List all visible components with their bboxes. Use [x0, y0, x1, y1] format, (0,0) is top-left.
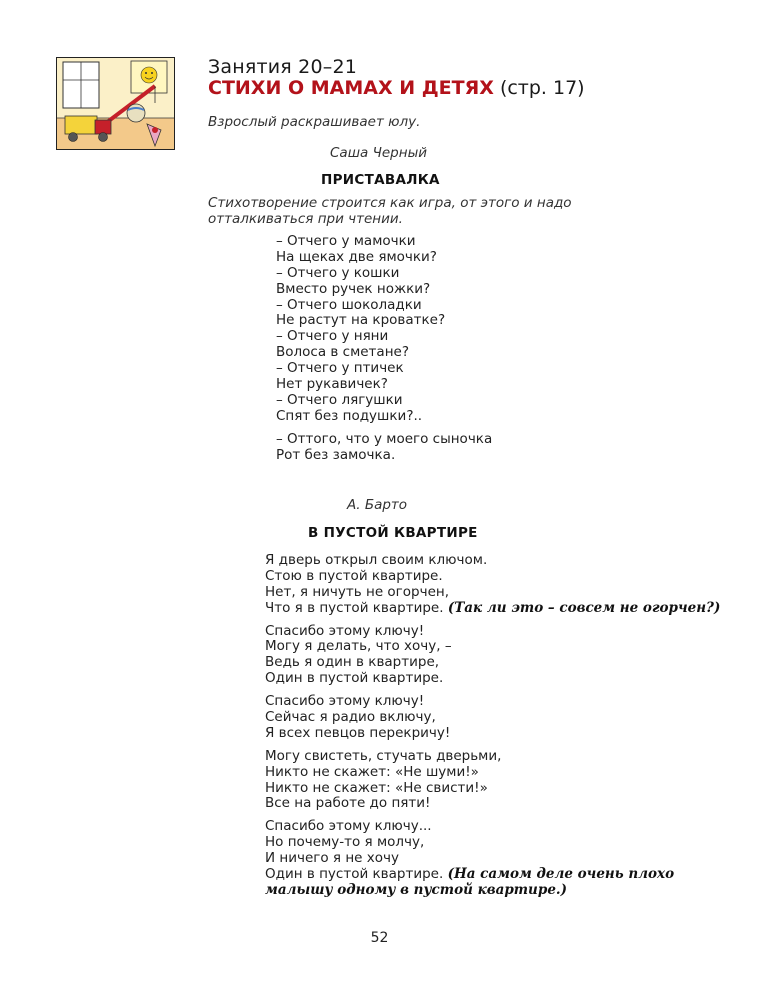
- poem-line: Могу свистеть, стучать дверьми,: [265, 747, 502, 764]
- poem-line: И ничего я не хочу: [265, 850, 399, 867]
- poem-line: Но почему-то я молчу,: [265, 834, 425, 851]
- lesson-theme: СТИХИ О МАМАХ И ДЕТЯХ: [208, 77, 494, 99]
- teacher-remark-continued: малышу одному в пустой квартире.): [265, 881, 567, 898]
- poem-line-text: Один в пустой квартире.: [265, 866, 444, 883]
- poem-line: Я всех певцов перекричу!: [265, 724, 451, 741]
- page-number: 52: [370, 930, 389, 946]
- poem1-author: Саша Черный: [330, 145, 428, 161]
- poem1-title: ПРИСТАВАЛКА: [321, 172, 440, 188]
- poem1-stanza1: [276, 234, 492, 463]
- poem-line: Вместо ручек ножки?: [276, 280, 431, 297]
- poem-line: Спасибо этому ключу!: [265, 693, 425, 710]
- poem-line: – Отчего лягушки: [276, 391, 403, 408]
- teacher-remark: (На самом деле очень плохо: [447, 866, 675, 883]
- poem-line: Никто не скажет: «Не шуми!»: [265, 763, 479, 780]
- poem-line: Рот без замочка.: [276, 446, 396, 463]
- poem-line: Стою в пустой квартире.: [265, 567, 443, 584]
- poem-line: Все на работе до пяти!: [265, 795, 431, 812]
- poem-line: Нет, я ничуть не огорчен,: [265, 583, 449, 600]
- poem-line: – Отчего у няни: [276, 328, 389, 345]
- poem-line: Не растут на кроватке?: [276, 312, 446, 329]
- poem-line: [265, 867, 720, 883]
- poem-line: [265, 601, 720, 617]
- poem-line: Спят без подушки?..: [276, 407, 423, 424]
- poem2-body: [265, 553, 720, 899]
- poem-line-text: Что я в пустой квартире.: [265, 599, 444, 616]
- poem-line: Ведь я один в квартире,: [265, 654, 440, 671]
- teacher-remark: (Так ли это – совсем не огорчен?): [447, 599, 721, 616]
- lesson-pages: (стр. 17): [499, 77, 585, 99]
- poem-line: Один в пустой квартире.: [265, 670, 444, 687]
- poem-line: Сейчас я радио включу,: [265, 709, 436, 726]
- poem-line: Волоса в сметане?: [276, 344, 409, 361]
- poem-line: Я дверь открыл своим ключом.: [265, 552, 488, 568]
- poem-line: – Отчего шоколадки: [276, 296, 422, 313]
- poem-line: Никто не скажет: «Не свисти!»: [265, 779, 488, 796]
- lesson-illustration: [56, 57, 175, 150]
- poem-line: Нет рукавичек?: [276, 376, 388, 393]
- poem-line: – Отчего у птичек: [276, 360, 404, 377]
- poem-line: На щеках две ямочки?: [276, 248, 437, 265]
- adult-note: Взрослый раскрашивает юлу.: [208, 114, 421, 130]
- lesson-theme-line: [208, 77, 585, 99]
- poem-line: Спасибо этому ключу!: [265, 622, 425, 639]
- poem-line: Могу я делать, что хочу, –: [265, 638, 452, 655]
- poem-line: Спасибо этому ключу...: [265, 818, 432, 835]
- poem2-author: А. Барто: [347, 497, 408, 513]
- poem-line: – Отчего у мамочки: [276, 233, 416, 249]
- lesson-number: Занятия 20–21: [208, 56, 358, 78]
- poem1-intro-line: Стихотворение строится как игра, от этого и надо: [208, 195, 572, 211]
- poem2-title: В ПУСТОЙ КВАРТИРЕ: [308, 525, 478, 541]
- poem1-intro-line: отталкиваться при чтении.: [208, 211, 403, 227]
- poem-line: – Отчего у кошки: [276, 264, 400, 281]
- poem-line: – Оттого, что у моего сыночка: [276, 430, 493, 447]
- poem1-intro: [208, 195, 572, 227]
